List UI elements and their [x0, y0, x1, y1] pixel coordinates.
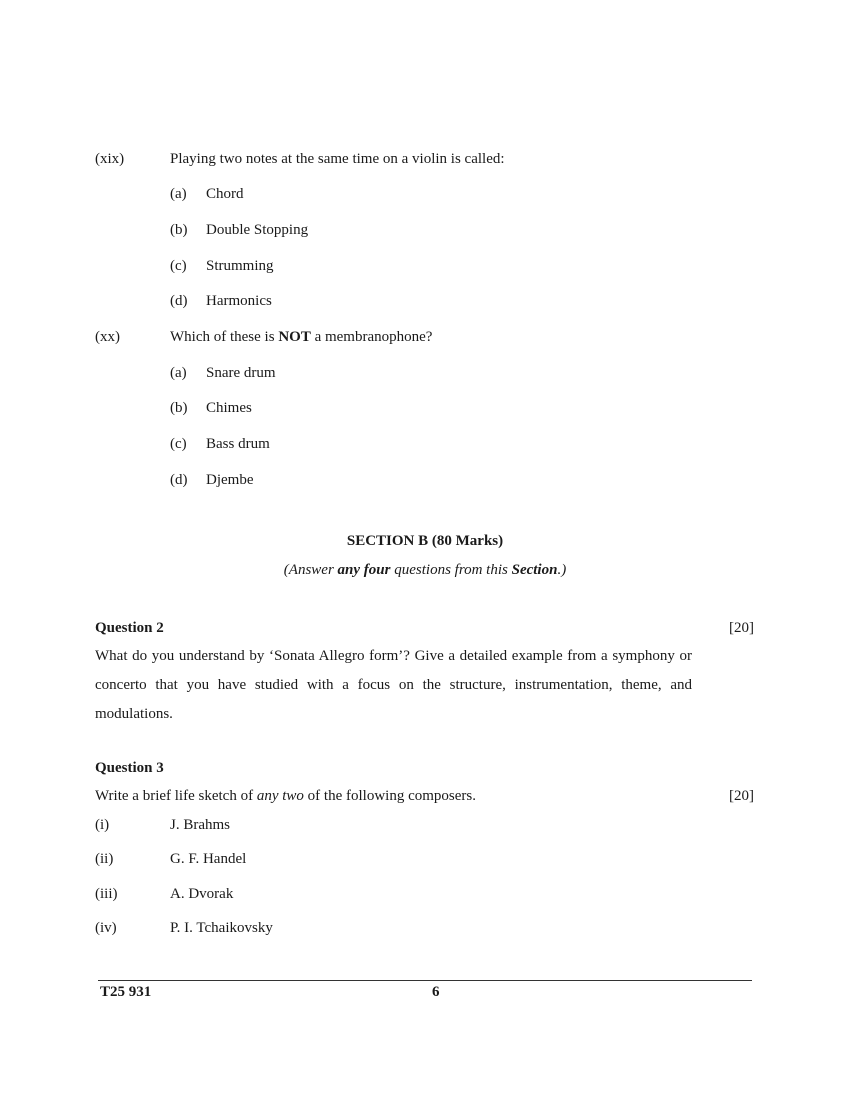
page-number: 6 [432, 984, 440, 1000]
paper-code: T25 931 [100, 984, 152, 1000]
item-label: (iv) [95, 920, 117, 936]
question-marks: [20] [729, 620, 754, 636]
item-text: G. F. Handel [170, 851, 247, 867]
instruction-emphasis: any four [337, 562, 391, 578]
option-label: (d) [170, 293, 188, 309]
item-text: J. Brahms [170, 817, 230, 833]
option-text: Djembe [206, 472, 254, 488]
item-label: (iii) [95, 886, 118, 902]
stem-text: Write a brief life sketch of [95, 788, 257, 804]
item-label: (i) [95, 817, 110, 833]
question-marks: [20] [729, 788, 754, 804]
item-label: (ii) [95, 851, 114, 867]
footer-rule [98, 980, 752, 981]
stem-text: of the following composers. [303, 788, 476, 804]
option-label: (b) [170, 400, 188, 416]
option-text: Strumming [206, 258, 274, 274]
instruction-text: questions from this [390, 562, 512, 578]
instruction-text: (Answer [283, 562, 338, 578]
question-heading: Question 2 [95, 620, 164, 636]
option-text: Bass drum [206, 436, 270, 452]
option-label: (c) [170, 436, 187, 452]
item-text: P. I. Tchaikovsky [170, 920, 273, 936]
stem-emphasis: NOT [278, 329, 311, 345]
item-text: A. Dvorak [170, 886, 234, 902]
option-label: (d) [170, 472, 188, 488]
question-number: (xx) [95, 329, 120, 345]
option-text: Chord [206, 186, 244, 202]
section-instructions [0, 562, 850, 579]
instruction-text: .) [557, 562, 567, 578]
stem-text: a membranophone? [310, 329, 433, 345]
question-stem: Playing two notes at the same time on a violin is called: [170, 151, 505, 167]
option-label: (b) [170, 222, 188, 238]
option-text: Double Stopping [206, 222, 309, 238]
option-text: Snare drum [206, 365, 276, 381]
question-body: What do you understand by ‘Sonata Allegro form’? Give a detailed example from a symphony or concerto that you have studied with a focus on the structure, instrumentation, theme, and modulations. [95, 648, 692, 722]
option-label: (a) [170, 365, 187, 381]
question-heading: Question 3 [95, 760, 164, 776]
question-number: (xix) [95, 151, 125, 167]
option-text: Harmonics [206, 293, 272, 309]
stem-text: Which of these is [170, 329, 279, 345]
instruction-emphasis: Section [511, 562, 558, 578]
option-label: (c) [170, 258, 187, 274]
stem-emphasis: any two [256, 788, 304, 804]
question-stem [95, 788, 476, 805]
section-title: SECTION B (80 Marks) [346, 533, 504, 549]
question-stem [170, 329, 432, 346]
option-text: Chimes [206, 400, 252, 416]
option-label: (a) [170, 186, 187, 202]
